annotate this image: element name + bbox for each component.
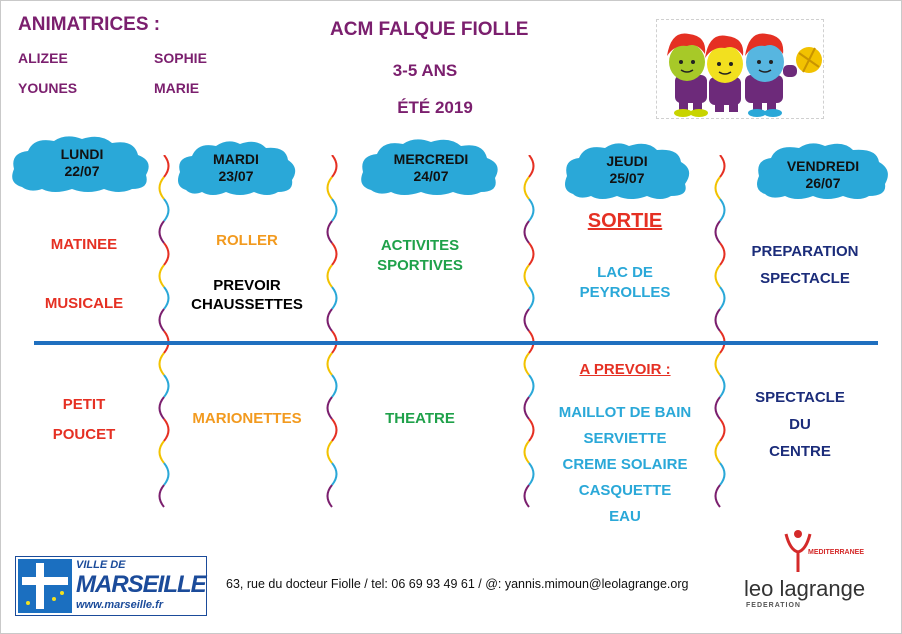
wave-segment [525, 265, 530, 287]
org-sub: FEDERATION [746, 602, 801, 609]
wave-segment [164, 155, 169, 177]
monday-morning-activity [14, 236, 154, 312]
wave-segment [160, 397, 165, 419]
day-name: LUNDI [60, 146, 104, 162]
activity-line: ROLLER [216, 232, 278, 249]
wave-segment [160, 485, 165, 507]
wave-segment [328, 441, 333, 463]
wave-segment [164, 463, 169, 485]
wavy-separator [158, 155, 170, 510]
activity-line: SPECTACLE [760, 270, 850, 287]
wave-segment [716, 265, 721, 287]
activity-line: DU [789, 416, 811, 433]
wave-segment [720, 375, 725, 397]
wave-segment [332, 419, 337, 441]
wave-segment [720, 199, 725, 221]
wave-segment [328, 177, 333, 199]
wave-segment [525, 177, 530, 199]
wave-segment [160, 177, 165, 199]
wave-segment [328, 309, 333, 331]
checklist [540, 400, 710, 530]
wave-segment [160, 221, 165, 243]
checklist-item: CASQUETTE [578, 482, 672, 499]
org-region: MEDITERRANEE [808, 549, 865, 556]
wavy-separator [714, 155, 726, 510]
wave-segment [525, 397, 530, 419]
wave-segment [164, 199, 169, 221]
day-date: 24/07 [413, 168, 449, 184]
logo-city: MARSEILLE [76, 571, 206, 598]
day-header-monday [8, 146, 156, 180]
wave-segment [720, 287, 725, 309]
activity-note: CHAUSSETTES [191, 296, 303, 313]
day-name: MARDI [213, 151, 259, 167]
activity-line: ACTIVITES [380, 237, 460, 254]
monday-afternoon-activity [14, 390, 154, 450]
wave-segment [529, 463, 534, 485]
wednesday-afternoon-activity: THEATRE [385, 410, 455, 427]
checklist-item: EAU [609, 508, 641, 525]
activity-line: CENTRE [769, 443, 831, 460]
org-name: leo lagrange [744, 576, 866, 601]
friday-afternoon-activity [730, 384, 870, 465]
wavy-separator [326, 155, 338, 510]
wave-segment [525, 353, 530, 375]
wave-segment [716, 485, 721, 507]
wave-segment [164, 375, 169, 397]
activity-line: POUCET [52, 426, 116, 443]
activity-line: PEYROLLES [579, 284, 671, 301]
wave-segment [720, 419, 725, 441]
day-header-wednesday [357, 151, 505, 185]
wave-segment [328, 353, 333, 375]
morning-afternoon-divider [34, 341, 878, 345]
wave-segment [332, 463, 337, 485]
day-date: 26/07 [805, 175, 841, 191]
wave-segment [720, 463, 725, 485]
wave-segment [525, 485, 530, 507]
thursday-morning-activity [540, 210, 710, 303]
wave-segment [529, 199, 534, 221]
staff-name: SOPHIE [154, 50, 207, 66]
wave-segment [164, 287, 169, 309]
day-header-thursday [561, 153, 693, 187]
age-range: 3-5 ANS [392, 61, 458, 80]
wave-segment [160, 353, 165, 375]
wave-segment [716, 397, 721, 419]
wave-segment [716, 177, 721, 199]
activity-line: MUSICALE [44, 295, 124, 312]
wave-segment [164, 243, 169, 265]
wave-segment [529, 375, 534, 397]
wave-segment [529, 287, 534, 309]
tuesday-morning-activity [170, 232, 324, 313]
wavy-separator [523, 155, 535, 510]
day-date: 25/07 [609, 170, 645, 186]
wave-segment [164, 419, 169, 441]
wave-segment [529, 243, 534, 265]
activity-note: PREVOIR [213, 277, 281, 294]
day-header-tuesday [174, 151, 298, 185]
day-date: 23/07 [218, 168, 254, 184]
wave-segment [332, 243, 337, 265]
leo-lagrange-logo [740, 528, 880, 616]
wave-segment [529, 155, 534, 177]
activity-line: MATINEE [50, 236, 118, 253]
logo-ville-de: VILLE DE [76, 559, 126, 571]
staff-name: ALIZEE [18, 50, 68, 66]
checklist-item: SERVIETTE [583, 430, 667, 447]
marseille-logo [15, 556, 207, 616]
thursday-afternoon-activity [540, 361, 710, 530]
wave-segment [716, 309, 721, 331]
day-name: JEUDI [606, 153, 648, 169]
wednesday-morning-activity [345, 236, 495, 276]
logo-url: www.marseille.fr [76, 599, 164, 611]
wave-segment [332, 199, 337, 221]
activity-line: LAC DE [597, 264, 653, 281]
staff-heading: ANIMATRICES : [18, 14, 161, 35]
wave-segment [332, 375, 337, 397]
wave-segment [529, 419, 534, 441]
wave-segment [160, 265, 165, 287]
activity-line: SPECTACLE [755, 389, 845, 406]
checklist-title: A PREVOIR : [579, 361, 671, 378]
staff-name: MARIE [154, 80, 200, 96]
wave-segment [720, 155, 725, 177]
day-name: MERCREDI [393, 151, 469, 167]
wave-segment [328, 221, 333, 243]
wave-segment [716, 353, 721, 375]
season-label: ÉTÉ 2019 [397, 98, 473, 117]
friday-morning-activity [730, 238, 880, 292]
wave-segment [525, 441, 530, 463]
activity-line: PREPARATION [751, 243, 859, 260]
wave-segment [328, 265, 333, 287]
wave-segment [525, 309, 530, 331]
contact-info: 63, rue du docteur Fiolle / tel: 06 69 93 49 61 / @: yannis.mimoun@leolagrange.org [226, 577, 689, 591]
day-name: VENDREDI [786, 158, 860, 174]
activity-line: SPORTIVES [377, 257, 463, 274]
wave-segment [328, 485, 333, 507]
checklist-item: MAILLOT DE BAIN [558, 404, 692, 421]
wave-segment [716, 221, 721, 243]
outing-title: SORTIE [587, 210, 663, 232]
wave-segment [332, 287, 337, 309]
page-title: ACM FALQUE FIOLLE [330, 19, 529, 40]
day-header-friday [753, 158, 893, 192]
checklist-item: CREME SOLAIRE [562, 456, 688, 473]
wave-segment [160, 309, 165, 331]
marseille-emblem-icon [18, 559, 72, 613]
staff-name: YOUNES [18, 80, 78, 96]
wave-segment [716, 441, 721, 463]
wave-segment [525, 221, 530, 243]
wave-segment [328, 397, 333, 419]
tuesday-afternoon-activity: MARIONETTES [192, 410, 302, 427]
day-date: 22/07 [64, 163, 100, 179]
cartoon-kids-illustration [656, 19, 824, 119]
wave-segment [160, 441, 165, 463]
wave-segment [332, 155, 337, 177]
activity-line: PETIT [62, 396, 106, 413]
wave-segment [720, 243, 725, 265]
